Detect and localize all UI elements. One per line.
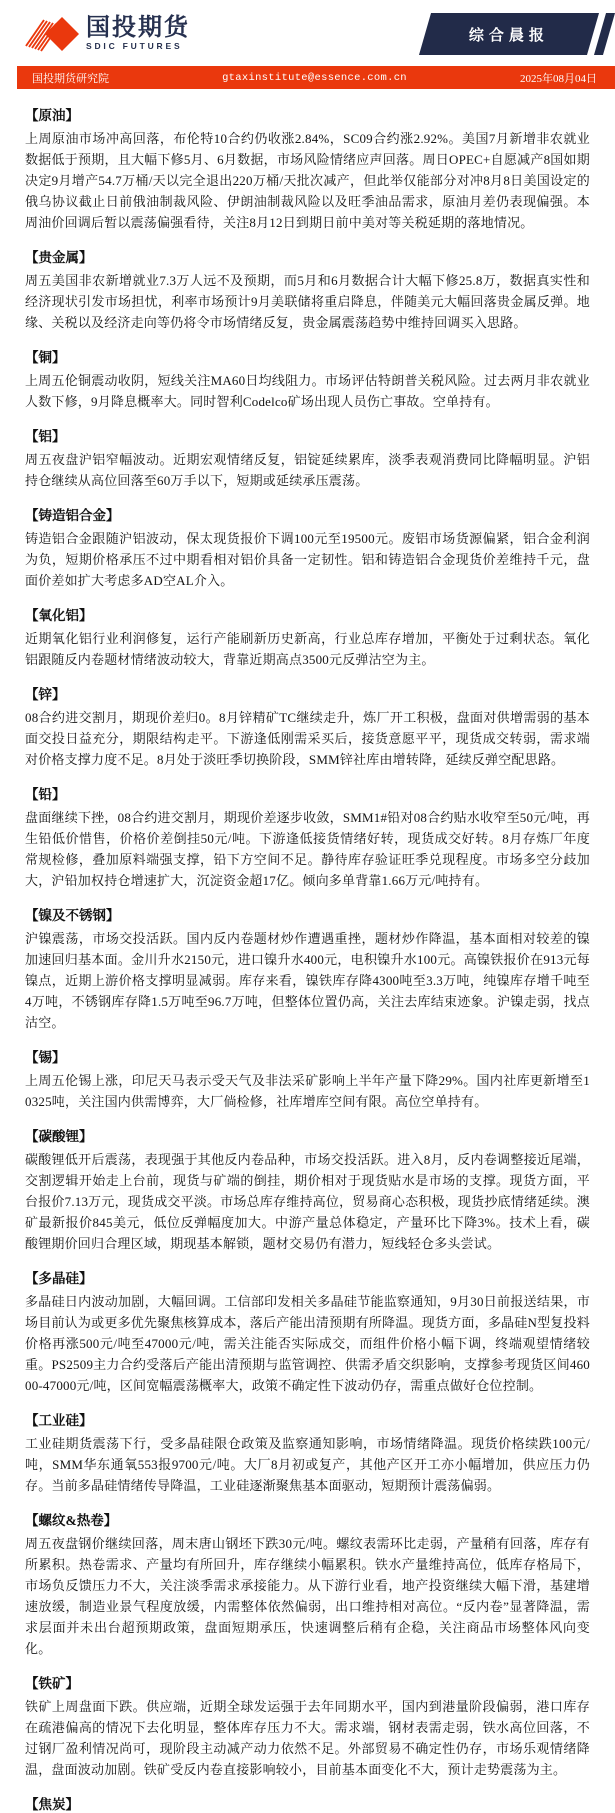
brand [24,10,190,56]
section-title: 【螺纹&热卷】 [25,1513,118,1528]
section-alumina [25,604,590,670]
report-body [0,89,615,1813]
section-title: 【工业硅】 [25,1413,93,1428]
section-title: 【焦炭】 [25,1797,79,1812]
badge-label: 综合晨报 [468,27,549,44]
section-title: 【多晶硅】 [25,1271,93,1286]
section-body: 沪镍震荡，市场交投活跃。国内反内卷题材炒作遭遇重挫，题材炒作降温，基本面相对较差的镍加速回归基本面。金川升水2150元，进口镍升水400元，电积镍升水100元。高镍铁报价在913元每镍点，近期上游价格支撑明显减弱。库存来看，镍铁库存降4300吨至3.3万吨，纯镍库存增千吨至4万吨，不锈钢库存降1.5万吨至96.7万吨，但整体位置仍高，关注去库结束迹象。沪镍走弱，找点沽空。 [25,931,590,1030]
section-body: 周五美国非农新增就业7.3万人远不及预期，而5月和6月数据合计大幅下修25.8万，数据真实性和经济现状引发市场担忧，利率市场预计9月美联储将重启降息，伴随美元大幅回落贵金属反弹。地缘、关税以及经济走向等仍将令市场情绪反复，贵金属震荡趋势中维持回调买入思路。 [25,273,590,330]
section-title: 【铁矿】 [25,1676,79,1691]
section-title: 【铅】 [25,787,66,802]
section-title: 【锡】 [25,1050,66,1065]
section-title: 【碳酸锂】 [25,1129,93,1144]
section-title: 【铝】 [25,429,66,444]
section-title: 【镍及不锈钢】 [25,908,120,923]
section-polysilicon [25,1267,590,1396]
section-body: 周五夜盘钢价继续回落，周末唐山钢坯下跌30元/吨。螺纹表需环比走弱，产量稍有回落，库存有所累积。热卷需求、产量均有所回升，库存继续小幅累积。铁水产量维持高位，低库存格局下，市场负反馈压力不大，关注淡季需求承接能力。从下游行业看，地产投资继续大幅下滑，基建增速放缓，制造业景气程度放缓，内需整体依然偏弱，出口维持相对高位。“反内卷”显著降温，需求层面并未出台超预期政策，盘面短期承压，快速调整后稍有企稳，关注商品市场整体风向变化。 [25,1536,590,1656]
section-crude-oil [25,104,590,233]
section-iron-ore [25,1672,590,1780]
section-body: 盘面继续下挫，08合约进交割月，期现价差逐步收敛，SMM1#铅对08合约贴水收窄至50元/吨，再生铅低价惜售，价格价差倒挂50元/吨。下游逢低接货情绪好转，现货成交好转。8月存炼厂年度常规检修，叠加原料端强支撑，铅下方空间不足。静待库存验证旺季兑现程度。市场多空分歧加大，沪铅加权持仓增速扩大，沉淀资金超17亿。倾向多单背靠1.66万元/吨持有。 [25,810,590,888]
section-body: 碳酸锂低开后震荡，表现强于其他反内卷品种，市场交投活跃。进入8月，反内卷调整接近尾端，交割逻辑开始走上台前，现货与矿端的倒挂，期价相对于现货贴水是市场的支撑。现货方面，平台报价7.13万元，现货成交平淡。市场总库存维持高位，贸易商心态积极，现货抄底情绪延续。澳矿最新报价845美元，低位反弹幅度加大。中游产量总体稳定，产量环比下降3%。技术上看，碳酸锂期价回归合理区域，期现基本解锁，题材交易仍有潜力，短线轻仓多头尝试。 [25,1152,590,1251]
brand-name-cn: 国投期货 [86,13,190,41]
section-nickel-stainless-steel [25,904,590,1033]
section-title: 【锌】 [25,687,66,702]
section-industrial-silicon [25,1409,590,1496]
section-title: 【铜】 [25,350,66,365]
report-header [0,0,615,66]
section-lead [25,783,590,891]
section-tin [25,1046,590,1112]
section-title: 【贵金属】 [25,250,93,265]
section-coke [25,1793,590,1813]
section-copper [25,346,590,412]
section-body: 铸造铝合金跟随沪铝波动，保太现货报价下调100元至19500元。废铝市场货源偏紧，铝合金利润为负，短期价格承压不过中期看相对铝价具备一定韧性。铝和铸造铝合金现货价差维持千元，盘面价差如扩大考虑多AD空AL介入。 [25,531,590,588]
report-type-badge [425,13,609,55]
section-title: 【氧化铝】 [25,608,93,623]
section-body: 近期氧化铝行业利润修复，运行产能刷新历史新高，行业总库存增加，平衡处于过剩状态。氧化铝跟随反内卷题材情绪波动较大，背靠近期高点3500元反弹沽空为主。 [25,631,590,667]
section-body: 上周五伦锡上涨，印尼天马表示受天气及非法采矿影响上半年产量下降29%。国内社库更新增至10325吨，关注国内供需博弈，大厂倘检修，社库增库空间有限。高位空单持有。 [25,1073,590,1109]
sdic-logo-icon [24,10,80,56]
info-bar [17,66,615,89]
section-body: 铁矿上周盘面下跌。供应端，近期全球发运强于去年同期水平，国内到港量阶段偏弱，港口库存在疏港偏高的情况下去化明显，整体库存压力不大。需求端，钢材表需走弱，铁水高位回落，不过钢厂盈利情况尚可，现阶段主动减产动力依然不足。外部贸易不确定性仍存，市场乐观情绪降温，盘面波动加剧。铁矿受反内卷直接影响较小，目前基本面变化不大，预计走势震荡为主。 [25,1699,590,1777]
section-rebar-hot-rolled-coil [25,1509,590,1659]
section-lithium-carbonate [25,1125,590,1254]
section-title: 【铸造铝合金】 [25,508,120,523]
section-aluminum [25,425,590,491]
brand-name-en: SDIC FUTURES [86,40,183,51]
report-date: 2025年08月04日 [520,72,597,85]
section-body: 工业硅期货震荡下行，受多晶硅限仓政策及监察通知影响，市场情绪降温。现货价格续跌100元/吨，SMM华东通氧553报9700元/吨。大厂8月初或复产，其他产区开工亦小幅增加，供应压力仍存。当前多晶硅情绪传导降温，工业硅逐渐聚焦基本面驱动，短期预计震荡偏弱。 [25,1436,590,1493]
contact-email: gtaxinstitute@essence.com.cn [222,71,407,84]
brand-text [86,13,190,51]
section-title: 【原油】 [25,108,79,123]
institute-name: 国投期货研究院 [32,72,109,85]
badge-parallelogram [419,13,599,55]
section-body: 08合约进交割月，期现价差归0。8月锌精矿TC继续走升，炼厂开工积极，盘面对供增需弱的基本面交投日益充分，期限结构走平。下游逢低刚需采买后，接货意愿平平，现货成交转弱，需求端对价格支撑力度不足。8月处于淡旺季切换阶段，SMM锌社库由增转降，延续反弹空配思路。 [25,710,590,767]
section-zinc [25,683,590,770]
section-body: 上周五伦铜震动收阴，短线关注MA60日均线阻力。市场评估特朗普关税风险。过去两月非农就业人数下修，9月降息概率大。同时智利Codelco矿场出现人员伤亡事故。空单持有。 [25,373,590,409]
section-cast-aluminum-alloy [25,504,590,591]
section-precious-metals [25,246,590,333]
section-body: 周五夜盘沪铝窄幅波动。近期宏观情绪反复，铝锭延续累库，淡季表观消费同比降幅明显。沪铝持仓继续从高位回落至60万手以下，短期或延续承压震荡。 [25,452,590,488]
section-body: 多晶硅日内波动加剧，大幅回调。工信部印发相关多晶硅节能监察通知，9月30日前报送结果，市场目前认为或更多优先聚焦核算成本，落后产能出清预期有所降温。现货方面，多晶硅N型复投料价格再涨500元/吨至47000元/吨，需关注能否实际成交，而组件价格小幅下调，终端观望情绪较重。PS2509主力合约受落后产能出清预期与监管调控、供需矛盾交织影响，支撑参考现货区间46000-47000元/吨，区间宽幅震荡概率大，政策不确定性下波动仍存，需重点做好仓位控制。 [25,1294,590,1393]
section-body: 上周原油市场冲高回落，布伦特10合约仍收涨2.84%，SC09合约涨2.92%。美国7月新增非农就业数据低于预期，且大幅下修5月、6月数据，市场风险情绪应声回落。周日OPEC+自愿减产8国如期决定9月增产54.7万桶/天以完全退出220万桶/天批次减产，但此举仅能部分对冲8月8日美国设定的俄乌协议截止日前俄油制裁风险、伊朗油制裁风险以及旺季油品需求，原油月差仍表现偏强。本周油价回调后暂以震荡偏强看待，关注8月12日到期日前中美对等关税延期的落地情况。 [25,131,590,230]
